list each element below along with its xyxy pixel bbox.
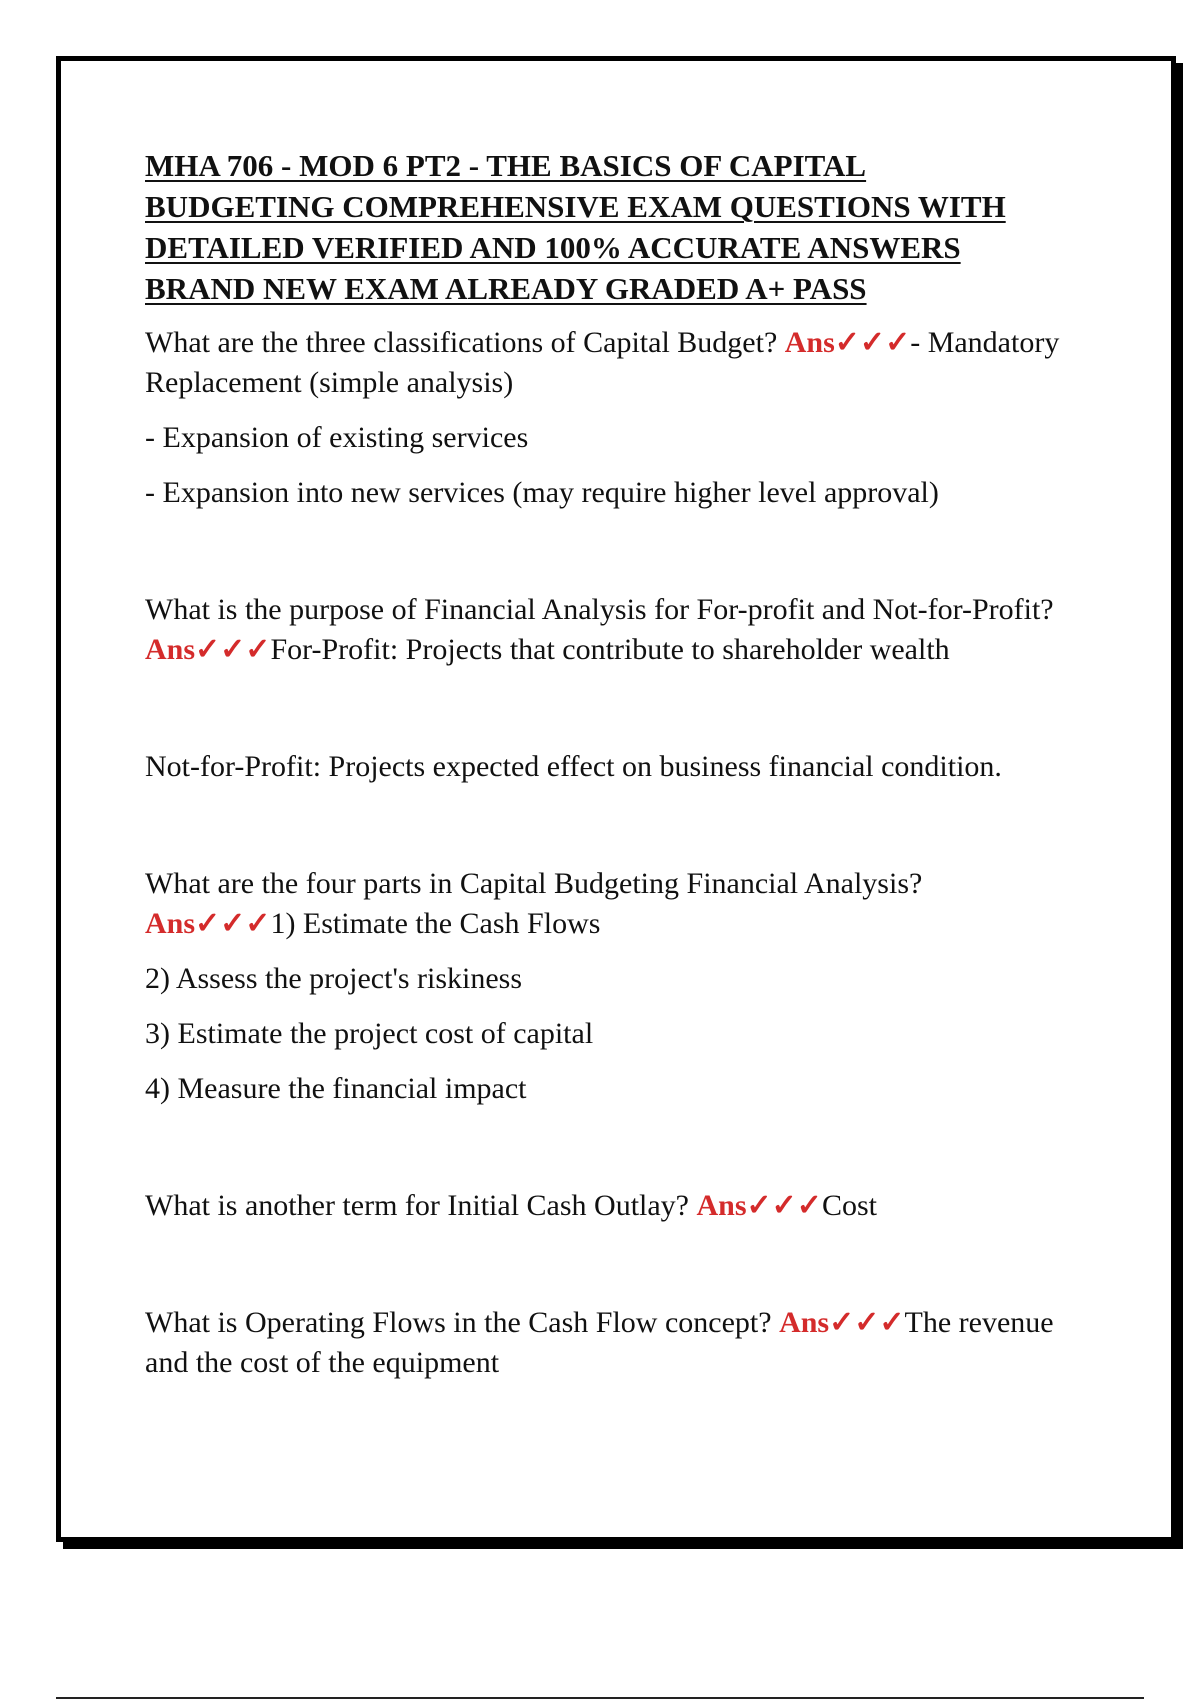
answer-marker: Ans✓✓✓ xyxy=(145,907,271,940)
question-text: What is another term for Initial Cash Outlay? xyxy=(145,1189,689,1222)
title-line: BUDGETING COMPREHENSIVE EXAM QUESTIONS WITH xyxy=(145,189,1006,224)
title-line: DETAILED VERIFIED AND 100% ACCURATE ANSWERS xyxy=(145,230,961,265)
title-line: MHA 706 - MOD 6 PT2 - THE BASICS OF CAPITAL xyxy=(145,148,867,183)
section-gap xyxy=(145,1124,1080,1186)
question-text: What is the purpose of Financial Analysis for For-profit and Not-for-Profit? xyxy=(145,593,1054,626)
qa-item-four-parts-analysis xyxy=(145,864,1080,1109)
section-gap xyxy=(145,1241,1080,1303)
answer-marker: Ans✓✓✓ xyxy=(779,1306,905,1339)
answer-line: 2) Assess the project's riskiness xyxy=(145,962,523,995)
answer-text: For-Profit: Projects that contribute to shareholder wealth xyxy=(270,633,950,666)
title-line: BRAND NEW EXAM ALREADY GRADED A+ PASS xyxy=(145,271,867,306)
qa-item-initial-cash-outlay xyxy=(145,1186,1080,1226)
answer-marker: Ans✓✓✓ xyxy=(145,633,271,666)
answer-text: - Mandatory Replacement (simple analysis) xyxy=(145,326,1060,399)
section-gap xyxy=(145,802,1080,864)
question-paragraph xyxy=(145,1303,1080,1383)
document-content xyxy=(145,145,1080,1398)
section-gap xyxy=(145,685,1080,747)
answer-text: Cost xyxy=(821,1189,877,1222)
answer-line: 3) Estimate the project cost of capital xyxy=(145,1017,594,1050)
answer-line: - Expansion into new services (may require higher level approval) xyxy=(145,476,939,509)
page-bottom-rule xyxy=(56,1697,1144,1699)
qa-item-financial-analysis-purpose xyxy=(145,590,1080,787)
document-title xyxy=(145,145,1080,309)
question-text: What are the four parts in Capital Budgeting Financial Analysis? xyxy=(145,867,923,900)
answer-line: Not-for-Profit: Projects expected effect on business financial condition. xyxy=(145,750,1002,783)
qa-item-capital-budget-classifications xyxy=(145,323,1080,513)
question-paragraph xyxy=(145,323,1080,403)
question-paragraph xyxy=(145,590,1080,670)
question-paragraph xyxy=(145,1186,1080,1226)
answer-text: The revenue and the cost of the equipment xyxy=(145,1306,1054,1379)
question-text: What is Operating Flows in the Cash Flow concept? xyxy=(145,1306,772,1339)
answer-marker: Ans✓✓✓ xyxy=(696,1189,822,1222)
answer-line: - Expansion of existing services xyxy=(145,421,529,454)
section-gap xyxy=(145,528,1080,590)
question-text: What are the three classifications of Capital Budget? xyxy=(145,326,778,359)
question-paragraph xyxy=(145,864,1080,944)
qa-item-operating-flows xyxy=(145,1303,1080,1383)
answer-text: 1) Estimate the Cash Flows xyxy=(270,907,601,940)
answer-marker: Ans✓✓✓ xyxy=(784,326,911,359)
answer-line: 4) Measure the financial impact xyxy=(145,1072,527,1105)
